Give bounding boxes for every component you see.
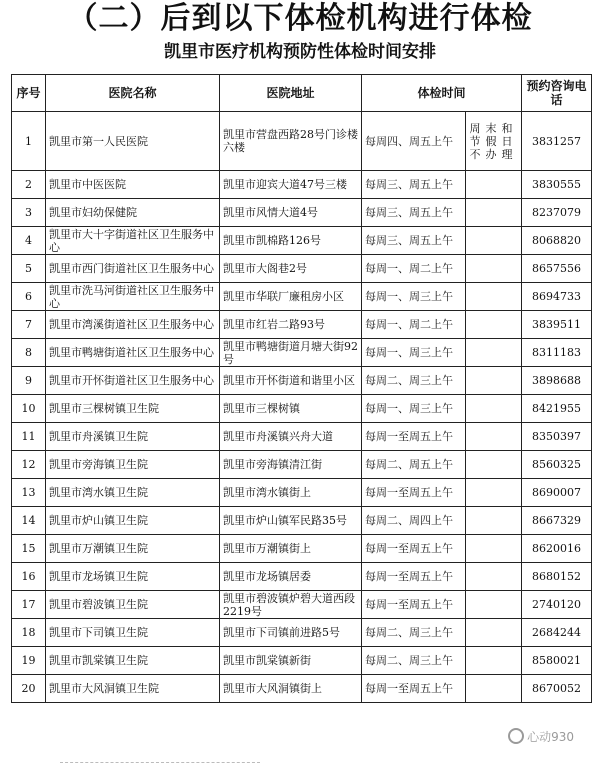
cell-hospital-name: 凯里市三棵树镇卫生院 bbox=[46, 395, 220, 423]
cell-hospital-address: 凯里市红岩二路93号 bbox=[220, 311, 362, 339]
note-blank-cell bbox=[466, 171, 522, 199]
cell-hospital-name: 凯里市万潮镇卫生院 bbox=[46, 535, 220, 563]
cell-phone: 2684244 bbox=[522, 619, 592, 647]
cell-phone: 3898688 bbox=[522, 367, 592, 395]
cell-hospital-name: 凯里市凯棠镇卫生院 bbox=[46, 647, 220, 675]
watermark bbox=[508, 728, 574, 745]
cell-phone: 8694733 bbox=[522, 283, 592, 311]
page-heading: （二）后到以下体检机构进行体检 bbox=[67, 1, 533, 36]
cell-hospital-name: 凯里市大风洞镇卫生院 bbox=[46, 675, 220, 703]
cell-seq: 16 bbox=[12, 563, 46, 591]
cell-phone: 3839511 bbox=[522, 311, 592, 339]
cell-seq: 12 bbox=[12, 451, 46, 479]
header-seq: 序号 bbox=[12, 75, 46, 112]
cell-hospital-address: 凯里市三棵树镇 bbox=[220, 395, 362, 423]
cell-phone: 8580021 bbox=[522, 647, 592, 675]
cell-exam-time: 每周一、周二上午 bbox=[362, 311, 466, 339]
table-row bbox=[12, 535, 592, 563]
cell-hospital-name: 凯里市舟溪镇卫生院 bbox=[46, 423, 220, 451]
table-row bbox=[12, 227, 592, 255]
cell-exam-time: 每周一、周三上午 bbox=[362, 395, 466, 423]
table-row bbox=[12, 479, 592, 507]
header-exam-time: 体检时间 bbox=[362, 75, 522, 112]
note-blank-cell bbox=[466, 311, 522, 339]
cell-hospital-name: 凯里市湾溪街道社区卫生服务中心 bbox=[46, 311, 220, 339]
cell-hospital-name: 凯里市旁海镇卫生院 bbox=[46, 451, 220, 479]
header-hospital-address: 医院地址 bbox=[220, 75, 362, 112]
cell-seq: 5 bbox=[12, 255, 46, 283]
table-row bbox=[12, 112, 592, 171]
note-blank-cell bbox=[466, 535, 522, 563]
table-row bbox=[12, 255, 592, 283]
cell-phone: 8620016 bbox=[522, 535, 592, 563]
cell-exam-time: 每周一、周二上午 bbox=[362, 255, 466, 283]
cell-hospital-address: 凯里市风情大道4号 bbox=[220, 199, 362, 227]
cell-hospital-name: 凯里市西门街道社区卫生服务中心 bbox=[46, 255, 220, 283]
note-blank-cell bbox=[466, 507, 522, 535]
cell-exam-time: 每周一至周五上午 bbox=[362, 535, 466, 563]
note-blank-cell bbox=[466, 255, 522, 283]
cell-hospital-address: 凯里市大阁巷2号 bbox=[220, 255, 362, 283]
cell-hospital-address: 凯里市营盘西路28号门诊楼六楼 bbox=[220, 112, 362, 171]
cell-hospital-name: 凯里市洗马河街道社区卫生服务中心 bbox=[46, 283, 220, 311]
cell-phone: 8560325 bbox=[522, 451, 592, 479]
cell-hospital-name: 凯里市大十字街道社区卫生服务中心 bbox=[46, 227, 220, 255]
cell-seq: 8 bbox=[12, 339, 46, 367]
cell-phone: 8068820 bbox=[522, 227, 592, 255]
cell-phone: 8237079 bbox=[522, 199, 592, 227]
cell-seq: 10 bbox=[12, 395, 46, 423]
note-blank-cell bbox=[466, 591, 522, 619]
table-row bbox=[12, 367, 592, 395]
cell-hospital-address: 凯里市凯棠镇新街 bbox=[220, 647, 362, 675]
cell-phone: 8690007 bbox=[522, 479, 592, 507]
cell-exam-time: 每周一、周三上午 bbox=[362, 339, 466, 367]
note-blank-cell bbox=[466, 367, 522, 395]
cell-hospital-name: 凯里市碧波镇卫生院 bbox=[46, 591, 220, 619]
table-row bbox=[12, 283, 592, 311]
weekend-note: 周末和节假日不办理 bbox=[466, 112, 522, 171]
cell-exam-time: 每周一至周五上午 bbox=[362, 423, 466, 451]
header-hospital-name: 医院名称 bbox=[46, 75, 220, 112]
cell-hospital-address: 凯里市大风洞镇街上 bbox=[220, 675, 362, 703]
cell-seq: 1 bbox=[12, 112, 46, 171]
cell-hospital-name: 凯里市龙场镇卫生院 bbox=[46, 563, 220, 591]
cell-seq: 19 bbox=[12, 647, 46, 675]
cell-phone: 3831257 bbox=[522, 112, 592, 171]
cell-hospital-name: 凯里市妇幼保健院 bbox=[46, 199, 220, 227]
cell-seq: 13 bbox=[12, 479, 46, 507]
table-body bbox=[12, 112, 592, 703]
cell-phone: 8680152 bbox=[522, 563, 592, 591]
cell-exam-time: 每周三、周五上午 bbox=[362, 171, 466, 199]
note-blank-cell bbox=[466, 479, 522, 507]
cell-hospital-address: 凯里市华联厂廉租房小区 bbox=[220, 283, 362, 311]
watermark-text: 心动930 bbox=[527, 730, 574, 744]
cell-seq: 15 bbox=[12, 535, 46, 563]
cell-phone: 8670052 bbox=[522, 675, 592, 703]
wechat-logo-icon bbox=[508, 728, 524, 744]
cell-exam-time: 每周二、周三上午 bbox=[362, 647, 466, 675]
exam-schedule-table bbox=[11, 74, 592, 703]
note-blank-cell bbox=[466, 647, 522, 675]
table-title: 凯里市医疗机构预防性体检时间安排 bbox=[164, 42, 436, 62]
table-row bbox=[12, 171, 592, 199]
cell-hospital-address: 凯里市万潮镇街上 bbox=[220, 535, 362, 563]
table-row bbox=[12, 423, 592, 451]
cell-hospital-address: 凯里市碧波镇炉碧大道西段2219号 bbox=[220, 591, 362, 619]
table-row bbox=[12, 675, 592, 703]
cell-hospital-address: 凯里市炉山镇军民路35号 bbox=[220, 507, 362, 535]
table-row bbox=[12, 311, 592, 339]
note-blank-cell bbox=[466, 227, 522, 255]
cell-phone: 8421955 bbox=[522, 395, 592, 423]
cell-hospital-address: 凯里市下司镇前进路5号 bbox=[220, 619, 362, 647]
cell-exam-time: 每周二、周四上午 bbox=[362, 507, 466, 535]
cell-hospital-address: 凯里市开怀街道和谐里小区 bbox=[220, 367, 362, 395]
cell-exam-time: 每周二、周五上午 bbox=[362, 451, 466, 479]
cell-phone: 8350397 bbox=[522, 423, 592, 451]
cell-exam-time: 每周一至周五上午 bbox=[362, 591, 466, 619]
cell-exam-time: 每周三、周五上午 bbox=[362, 227, 466, 255]
cell-hospital-name: 凯里市下司镇卫生院 bbox=[46, 619, 220, 647]
table-row bbox=[12, 591, 592, 619]
cell-seq: 6 bbox=[12, 283, 46, 311]
note-blank-cell bbox=[466, 423, 522, 451]
cell-hospital-name: 凯里市湾水镇卫生院 bbox=[46, 479, 220, 507]
cell-seq: 17 bbox=[12, 591, 46, 619]
cell-exam-time: 每周一至周五上午 bbox=[362, 563, 466, 591]
cell-hospital-address: 凯里市凯棉路126号 bbox=[220, 227, 362, 255]
cell-hospital-name: 凯里市开怀街道社区卫生服务中心 bbox=[46, 367, 220, 395]
table-row bbox=[12, 647, 592, 675]
note-blank-cell bbox=[466, 563, 522, 591]
header-phone: 预约咨询电话 bbox=[522, 75, 592, 112]
cell-phone: 8311183 bbox=[522, 339, 592, 367]
cell-hospital-name: 凯里市中医医院 bbox=[46, 171, 220, 199]
cell-seq: 14 bbox=[12, 507, 46, 535]
table-row bbox=[12, 199, 592, 227]
cell-exam-time: 每周四、周五上午 bbox=[362, 112, 466, 171]
cell-hospital-address: 凯里市迎宾大道47号三楼 bbox=[220, 171, 362, 199]
table-row bbox=[12, 563, 592, 591]
table-header-row bbox=[12, 75, 592, 112]
table-row bbox=[12, 507, 592, 535]
cell-hospital-name: 凯里市鸭塘街道社区卫生服务中心 bbox=[46, 339, 220, 367]
cell-exam-time: 每周二、周三上午 bbox=[362, 367, 466, 395]
cell-hospital-address: 凯里市舟溪镇兴舟大道 bbox=[220, 423, 362, 451]
cell-exam-time: 每周一至周五上午 bbox=[362, 675, 466, 703]
cell-exam-time: 每周二、周三上午 bbox=[362, 619, 466, 647]
note-blank-cell bbox=[466, 675, 522, 703]
cell-phone: 2740120 bbox=[522, 591, 592, 619]
cell-seq: 3 bbox=[12, 199, 46, 227]
cell-exam-time: 每周三、周五上午 bbox=[362, 199, 466, 227]
table-row bbox=[12, 339, 592, 367]
cell-hospital-address: 凯里市鸭塘街道月塘大街92号 bbox=[220, 339, 362, 367]
note-blank-cell bbox=[466, 339, 522, 367]
cell-hospital-address: 凯里市旁海镇清江街 bbox=[220, 451, 362, 479]
cell-phone: 3830555 bbox=[522, 171, 592, 199]
cell-seq: 11 bbox=[12, 423, 46, 451]
cell-seq: 20 bbox=[12, 675, 46, 703]
note-blank-cell bbox=[466, 395, 522, 423]
cell-seq: 7 bbox=[12, 311, 46, 339]
table-row bbox=[12, 395, 592, 423]
cell-hospital-name: 凯里市第一人民医院 bbox=[46, 112, 220, 171]
cell-hospital-name: 凯里市炉山镇卫生院 bbox=[46, 507, 220, 535]
table-row bbox=[12, 619, 592, 647]
table-row bbox=[12, 451, 592, 479]
cell-exam-time: 每周一至周五上午 bbox=[362, 479, 466, 507]
note-blank-cell bbox=[466, 283, 522, 311]
cell-seq: 4 bbox=[12, 227, 46, 255]
cell-seq: 18 bbox=[12, 619, 46, 647]
note-blank-cell bbox=[466, 619, 522, 647]
note-blank-cell bbox=[466, 199, 522, 227]
cell-phone: 8667329 bbox=[522, 507, 592, 535]
cell-seq: 2 bbox=[12, 171, 46, 199]
cell-seq: 9 bbox=[12, 367, 46, 395]
cell-hospital-address: 凯里市湾水镇街上 bbox=[220, 479, 362, 507]
cell-hospital-address: 凯里市龙场镇居委 bbox=[220, 563, 362, 591]
cell-exam-time: 每周一、周三上午 bbox=[362, 283, 466, 311]
cell-phone: 8657556 bbox=[522, 255, 592, 283]
note-blank-cell bbox=[466, 451, 522, 479]
